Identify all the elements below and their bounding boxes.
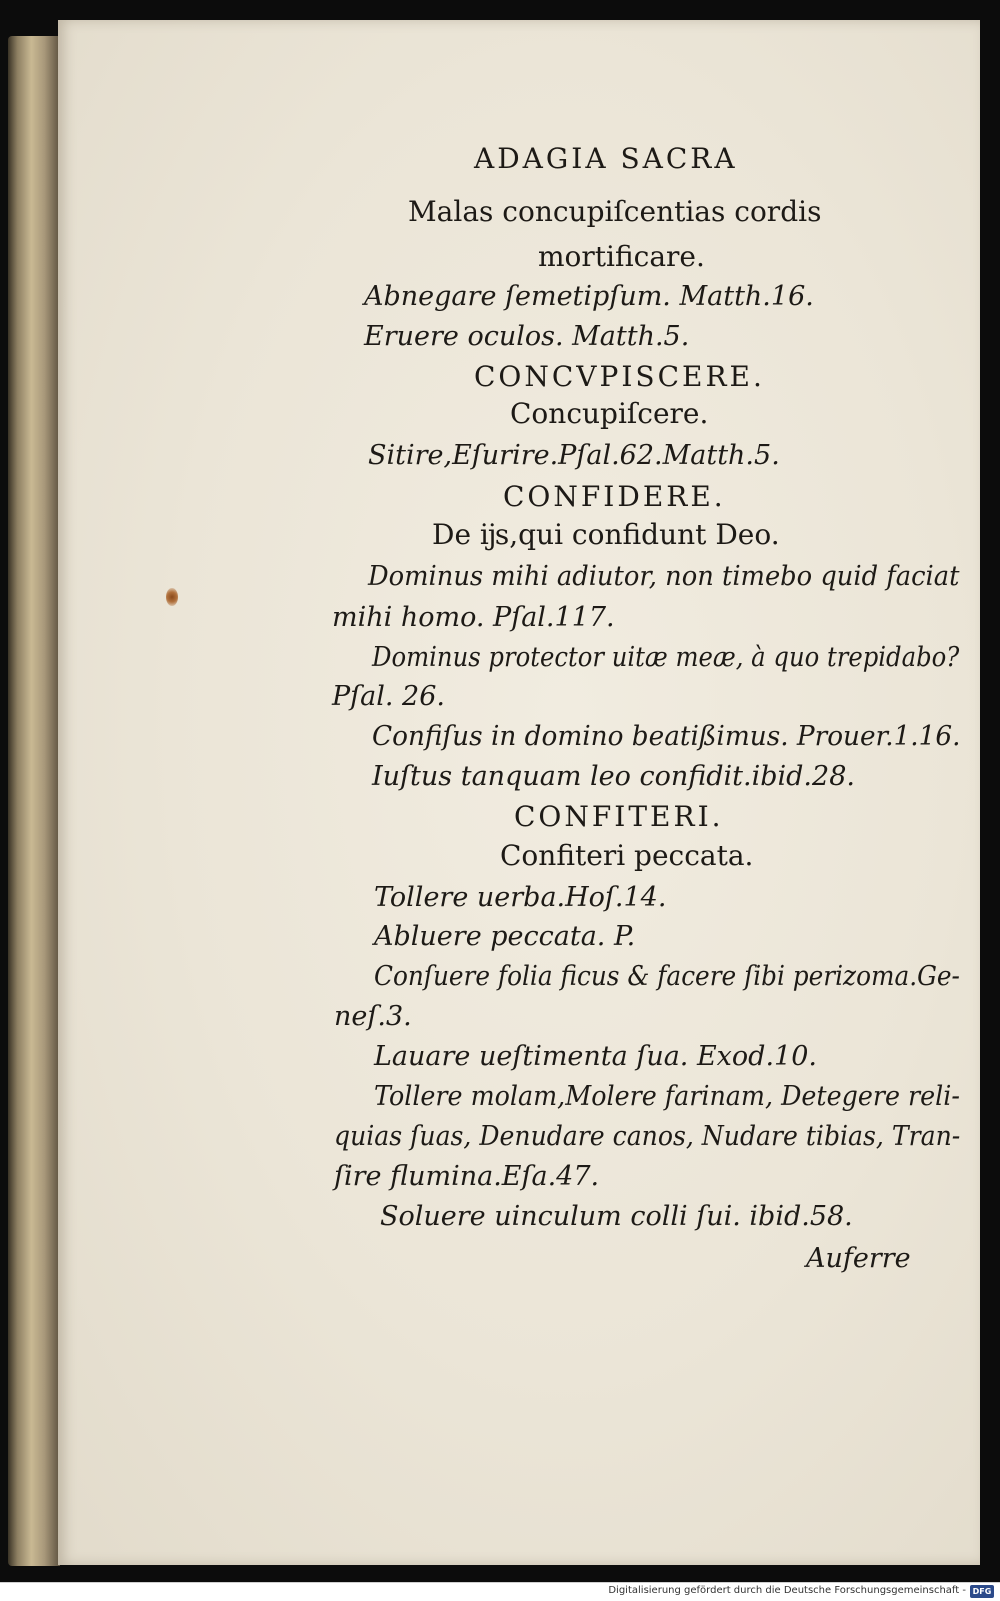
paper-stain [166,588,178,606]
running-head: ADAGIA SACRA [474,142,738,175]
section-heading: CONFITERI. [514,800,724,833]
footer-credit: Digitalisierung gefördert durch die Deutsche Forschungsgemeinschaft - [608,1585,966,1596]
book-spine [8,36,60,1566]
section-heading: CONCVPISCERE. [474,360,765,393]
text-line: Confiſus in domino beatißimus. Prouer.1.16. [372,721,961,752]
text-line: ſire flumina.Eſa.47. [334,1161,600,1192]
text-line: Abluere peccata. P. [374,921,636,952]
subheading: Concupiſcere. [510,397,709,430]
text-line: Malas concupiſcentias cordis [408,195,822,228]
text-line: Dominus protector uitæ meæ, à quo trepidabo? [372,642,960,673]
digitization-footer [0,1582,1000,1601]
section-heading: CONFIDERE. [503,480,726,513]
text-line: Dominus mihi adiutor, non timebo quid faciat [368,561,960,592]
catchword: Auferre [806,1243,911,1274]
dfg-logo: DFG [970,1585,994,1598]
text-line: mortificare. [538,240,705,273]
text-line: Abnegare ſemetipſum. Matth.16. [364,281,814,312]
text-line: Tollere molam,Molere farinam, Detegere reli- [374,1081,960,1112]
text-line: mihi homo. Pſal.117. [332,602,615,633]
subheading: Confiteri peccata. [500,839,754,872]
book-page [58,20,980,1565]
text-line: Lauare ueſtimenta ſua. Exod.10. [374,1041,817,1072]
text-line: Eruere oculos. Matth.5. [364,321,690,352]
text-line: quias ſuas, Denudare canos, Nudare tibias, Tran- [334,1121,961,1152]
text-line: Tollere uerba.Hoſ.14. [374,882,667,913]
text-line: Sitire,Eſurire.Pſal.62.Matth.5. [368,440,780,471]
text-line: Pſal. 26. [332,681,445,712]
text-line: Soluere uinculum colli ſui. ibid.58. [380,1201,853,1232]
text-line: Iuſtus tanquam leo confidit.ibid.28. [372,761,855,792]
text-line: neſ.3. [334,1001,412,1032]
subheading: De ĳs,qui confidunt Deo. [432,518,780,551]
text-line: Conſuere folia ficus & facere ſibi perizoma.Ge- [374,961,960,992]
